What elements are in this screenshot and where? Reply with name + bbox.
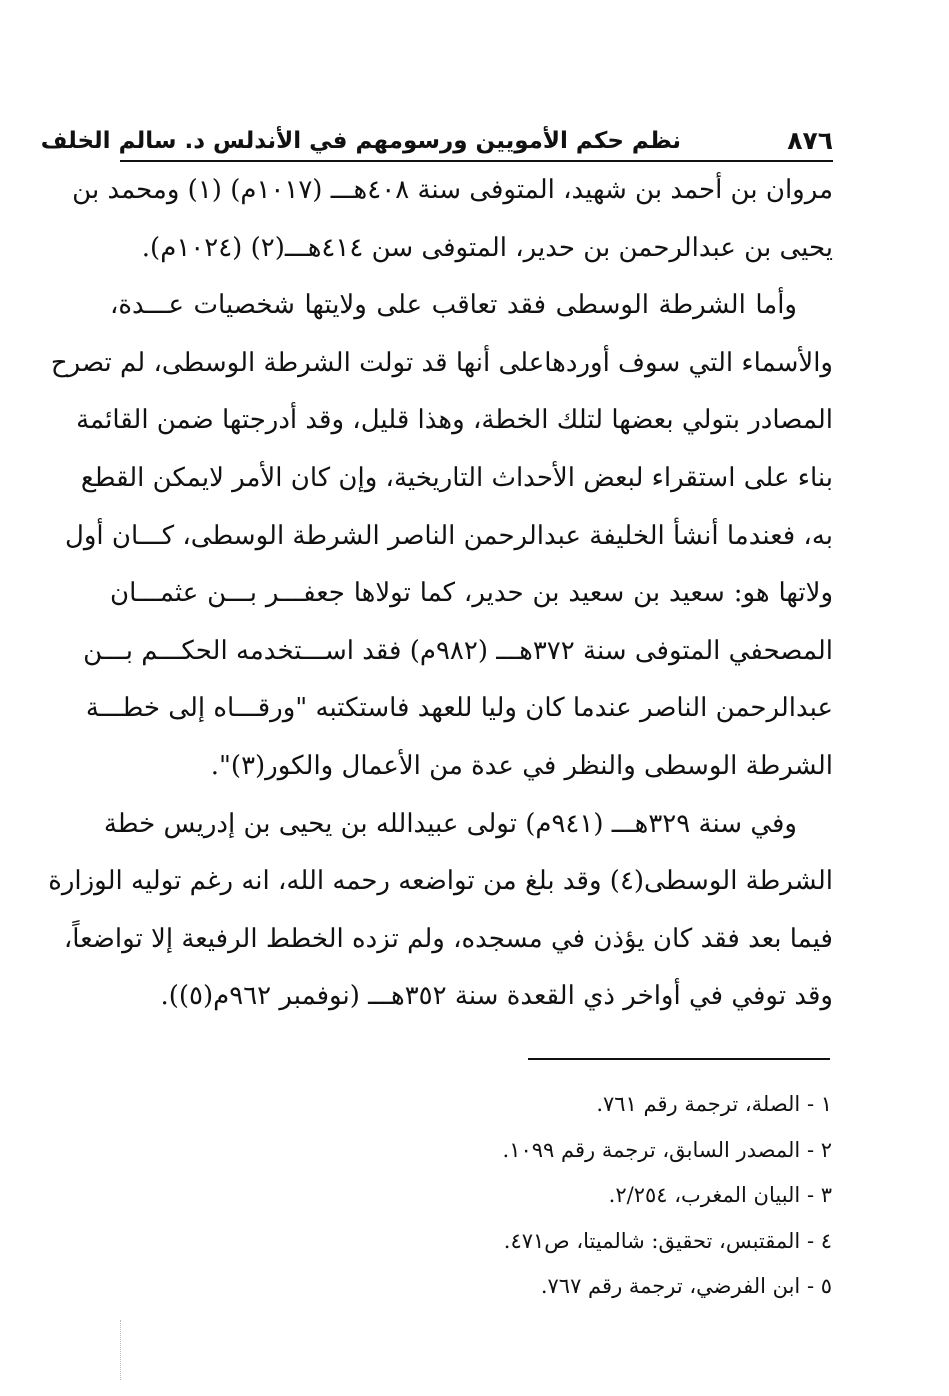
text-line: وفي سنة ٣٢٩هـــ (٩٤١م) تولى عبيدالله بن يحيى بن إدريس خطة — [103, 808, 797, 839]
running-title: نظم حكم الأمويين ورسومهم في الأندلس د. سالم الخلف — [40, 128, 681, 154]
text-line: عبدالرحمن الناصر عندما كان وليا للعهد فاستكتبه "ورقـــاه إلى خطـــة — [85, 693, 833, 724]
text-line: المصادر بتولي بعضها لتلك الخطة، وهذا قليل، وقد أدرجتها ضمن القائمة — [76, 405, 833, 436]
text-line: والأسماء التي سوف أوردهاعلى أنها قد تولت الشرطة الوسطى، لم تصرح — [50, 347, 833, 378]
text-line: بناء على استقراء لبعض الأحداث التاريخية، وإن كان الأمر لايمكن القطع — [80, 462, 833, 493]
text-line: المصحفي المتوفى سنة ٣٧٢هـــ (٩٨٢م) فقد اســـتخدمه الحكـــم بـــن — [83, 635, 833, 666]
footnote-1: ١ - الصلة، ترجمة رقم ٧٦١. — [596, 1092, 832, 1116]
body-text — [48, 162, 833, 1026]
footnote-4: ٤ - المقتبس، تحقيق: شالميتا، ص٤٧١. — [503, 1228, 832, 1253]
text-line: الشرطة الوسطى والنظر في عدة من الأعمال والكور(٣)". — [210, 750, 833, 781]
footnotes — [400, 1082, 832, 1310]
text-line: فيما بعد فقد كان يؤذن في مسجده، ولم تزده الخطط الرفيعة إلا تواضعاً، — [63, 923, 833, 954]
scan-speckle — [120, 1320, 124, 1380]
page-number: ٨٧٦ — [787, 126, 833, 155]
text-line: الشرطة الوسطى(٤) وقد بلغ من تواضعه رحمه الله، انه رغم توليه الوزارة — [48, 866, 833, 897]
text-line: وقد توفي في أواخر ذي القعدة سنة ٣٥٢هـــ (نوفمبر ٩٦٢م(٥)). — [160, 981, 833, 1012]
text-line: به، فعندما أنشأ الخليفة عبدالرحمن الناصر الشرطة الوسطى، كـــان أول — [64, 520, 833, 551]
footnote-separator — [528, 1058, 830, 1060]
footnote-2: ٢ - المصدر السابق، ترجمة رقم ١٠٩٩. — [502, 1137, 832, 1162]
text-line: وأما الشرطة الوسطى فقد تعاقب على ولايتها شخصيات عـــدة، — [110, 290, 797, 321]
text-line: يحيى بن عبدالرحمن بن حدير، المتوفى سن ٤١٤هـــ(٢) (١٠٢٤م). — [141, 232, 833, 263]
text-line: مروان بن أحمد بن شهيد، المتوفى سنة ٤٠٨هـــ (١٠١٧م) (١) ومحمد بن — [72, 175, 833, 205]
footnote-5: ٥ - ابن الفرضي، ترجمة رقم ٧٦٧. — [540, 1274, 832, 1298]
running-header — [40, 120, 833, 162]
text-line: ولاتها هو: سعيد بن سعيد بن حدير، كما تولاها جعفـــر بـــن عثمـــان — [110, 578, 833, 609]
footnote-3: ٣ - البيان المغرب، ٢/٢٥٤. — [608, 1183, 832, 1207]
